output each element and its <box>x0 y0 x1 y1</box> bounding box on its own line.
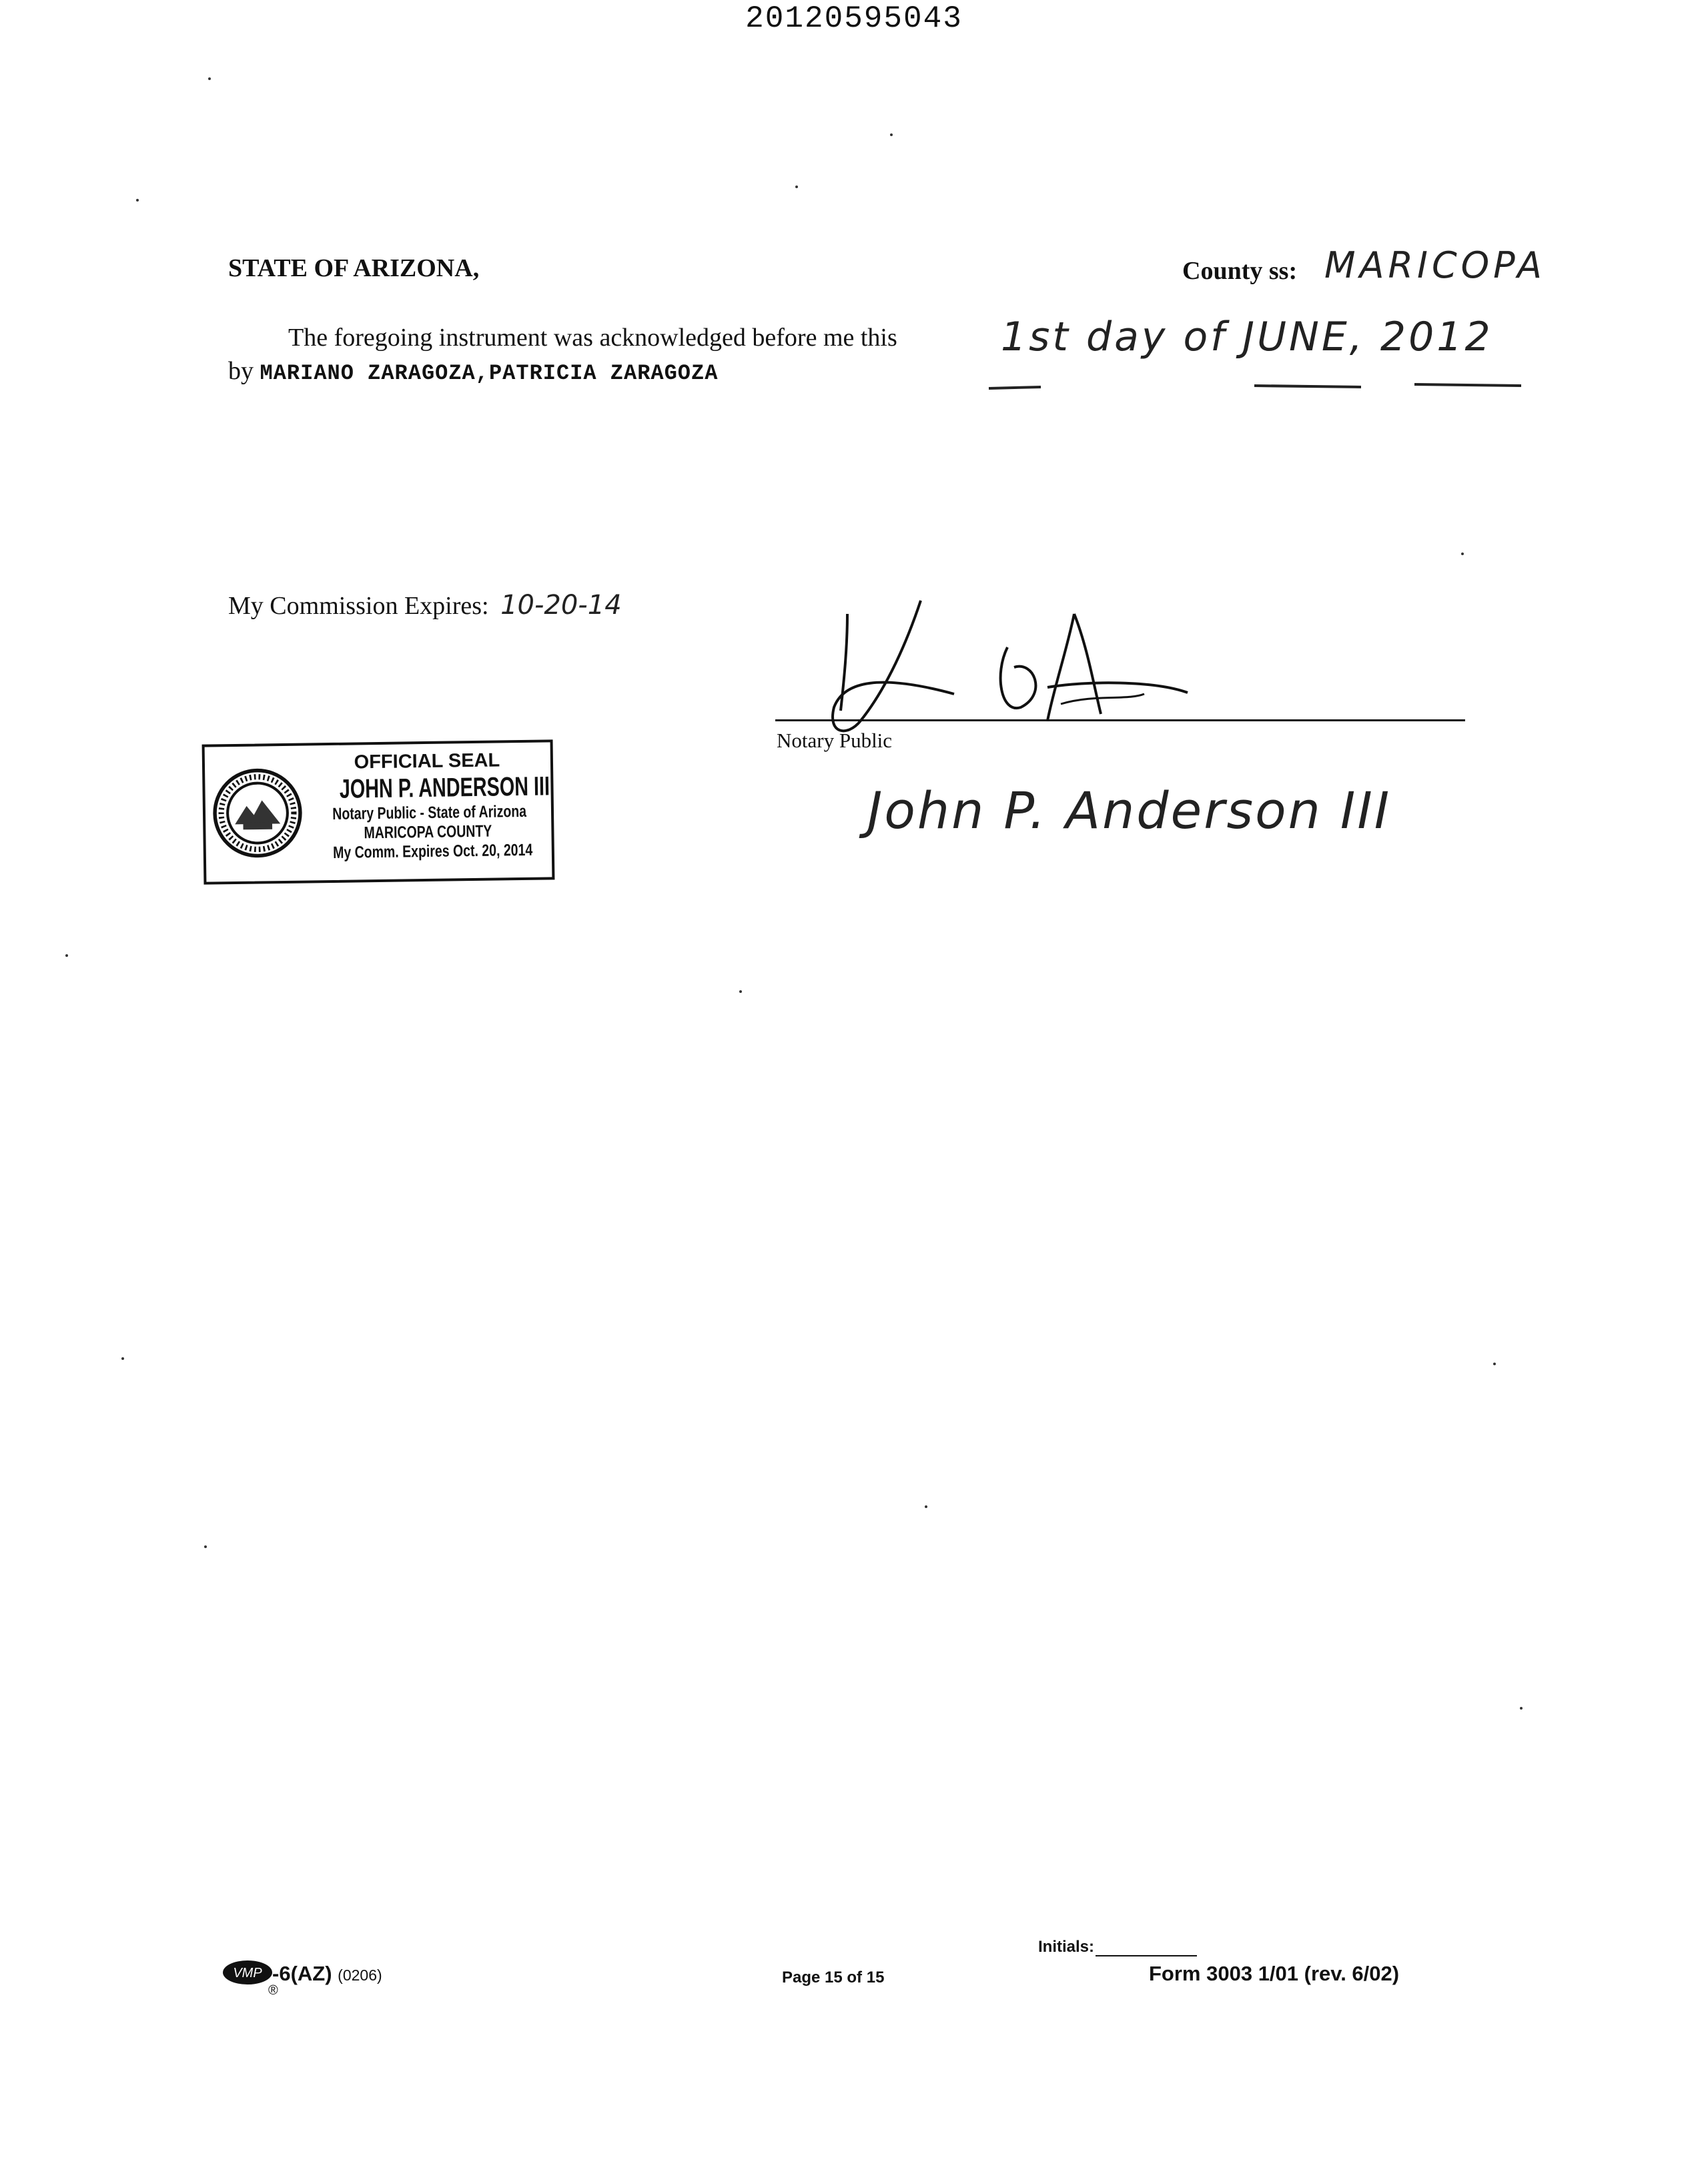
document-number: 20120595043 <box>745 1 963 36</box>
by-label: by <box>228 357 254 385</box>
scan-speck <box>1520 1707 1523 1710</box>
commission-expires <box>228 590 622 621</box>
form-identifier: Form 3003 1/01 (rev. 6/02) <box>1149 1962 1400 1985</box>
notary-public-label: Notary Public <box>777 729 893 752</box>
acknowledgment-date-handwritten: 1st day of JUNE, 2012 <box>1001 314 1493 360</box>
scan-speck <box>739 990 742 993</box>
scan-speck <box>925 1505 927 1508</box>
form-code <box>272 1962 382 1986</box>
form-code-suffix: (0206) <box>338 1966 382 1984</box>
signer-names: MARIANO ZARAGOZA,PATRICIA ZARAGOZA <box>260 361 719 386</box>
seal-text <box>305 749 550 863</box>
notary-seal-stamp <box>202 739 555 884</box>
seal-jurisdiction: Notary Public - State of Arizona <box>332 802 527 824</box>
great-seal-of-arizona-icon <box>211 767 304 859</box>
acknowledgment-by-line <box>228 356 718 386</box>
page-number: Page 15 of 15 <box>782 1968 885 1986</box>
scan-speck <box>890 133 893 136</box>
county-label: County ss: <box>1182 257 1298 285</box>
state-heading: STATE OF ARIZONA, <box>228 254 480 282</box>
scan-speck <box>795 186 798 188</box>
acknowledgment-statement: The foregoing instrument was acknowledged before me this <box>288 324 897 352</box>
scan-speck <box>1493 1363 1496 1365</box>
seal-notary-name: JOHN P. ANDERSON III <box>339 771 550 805</box>
commission-date-handwritten: 10-20-14 <box>500 590 622 621</box>
form-code-main: -6(AZ) <box>272 1962 332 1985</box>
scan-speck <box>121 1357 124 1360</box>
logo-registered-mark: ® <box>268 1983 278 1998</box>
county-handwritten: MARICOPA <box>1324 244 1547 286</box>
scan-speck <box>1461 553 1464 555</box>
scan-speck <box>208 77 211 80</box>
initials-label: Initials: <box>1038 1938 1095 1956</box>
vmp-logo-text: VMP <box>233 1966 262 1980</box>
notary-printed-name-handwritten: John P. Anderson III <box>867 781 1392 840</box>
vmp-logo-icon <box>222 1959 274 1986</box>
seal-county: MARICOPA COUNTY <box>364 821 492 843</box>
scan-speck <box>136 199 139 202</box>
seal-title: OFFICIAL SEAL <box>354 749 500 773</box>
scan-speck <box>204 1545 207 1548</box>
signature-line <box>775 719 1465 721</box>
seal-expiration: My Comm. Expires Oct. 20, 2014 <box>332 840 533 862</box>
scan-speck <box>65 954 68 957</box>
commission-label: My Commission Expires: <box>228 592 489 620</box>
date-underline <box>987 360 1535 394</box>
initials-line <box>1096 1955 1197 1956</box>
